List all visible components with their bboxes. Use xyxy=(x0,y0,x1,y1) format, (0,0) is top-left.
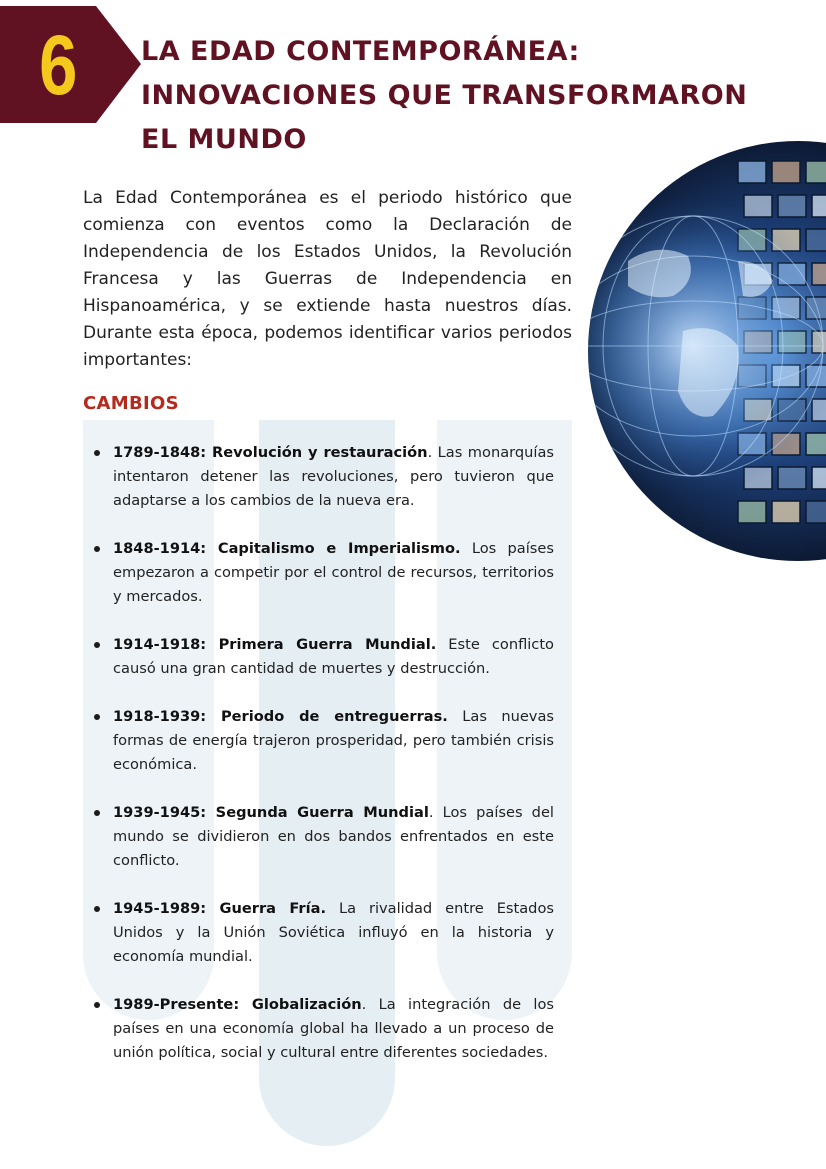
list-item xyxy=(113,633,554,681)
event-term: 1789-1848: Revolución y restauración xyxy=(113,444,428,461)
list-item xyxy=(113,897,554,969)
page-title: LA EDAD CONTEMPORÁNEA: INNOVACIONES QUE TRANSFORMARON EL MUNDO xyxy=(141,36,748,155)
intro-paragraph: La Edad Contemporánea es el periodo histórico que comienza con eventos como la Declaración de Independencia de los Estados Unidos, la Revolución Francesa y las Guerras de Independencia en Hispanoamérica, y se extiende hasta nuestros días. Durante esta época, podemos identificar varios periodos importantes: xyxy=(83,188,572,370)
event-description: . La integración de los países en una economía global ha llevado a un proceso de unión política, social y cultural entre diferentes sociedades. xyxy=(113,996,554,1061)
section-heading: CAMBIOS xyxy=(83,393,179,414)
event-term: 1939-1945: Segunda Guerra Mundial xyxy=(113,804,429,821)
chapter-number: 6 xyxy=(39,18,76,112)
events-list xyxy=(113,441,554,1089)
chapter-badge xyxy=(0,6,142,123)
event-description: La rivalidad entre Estados Unidos y la Unión Soviética influyó en la historia y economía mundial. xyxy=(113,900,554,965)
event-description: Los países empezaron a competir por el control de recursos, territorios y mercados. xyxy=(113,540,554,605)
event-term: 1914-1918: Primera Guerra Mundial. xyxy=(113,636,437,653)
event-description: Este conflicto causó una gran cantidad de muertes y destrucción. xyxy=(113,636,554,677)
event-term: 1989-Presente: Globalización xyxy=(113,996,362,1013)
list-item xyxy=(113,801,554,873)
event-description: . Las monarquías intentaron detener las revoluciones, pero tuvieron que adaptarse a los cambios de la nueva era. xyxy=(113,444,554,509)
event-description: Las nuevas formas de energía trajeron prosperidad, pero también crisis económica. xyxy=(113,708,554,773)
event-term: 1945-1989: Guerra Fría. xyxy=(113,900,327,917)
list-item xyxy=(113,705,554,777)
globe-media-image xyxy=(588,141,826,561)
list-item xyxy=(113,993,554,1065)
event-term: 1918-1939: Periodo de entreguerras. xyxy=(113,708,448,725)
list-item xyxy=(113,441,554,513)
event-description: . Los países del mundo se dividieron en dos bandos enfrentados en este conflicto. xyxy=(113,804,554,869)
event-term: 1848-1914: Capitalismo e Imperialismo. xyxy=(113,540,461,557)
list-item xyxy=(113,537,554,609)
